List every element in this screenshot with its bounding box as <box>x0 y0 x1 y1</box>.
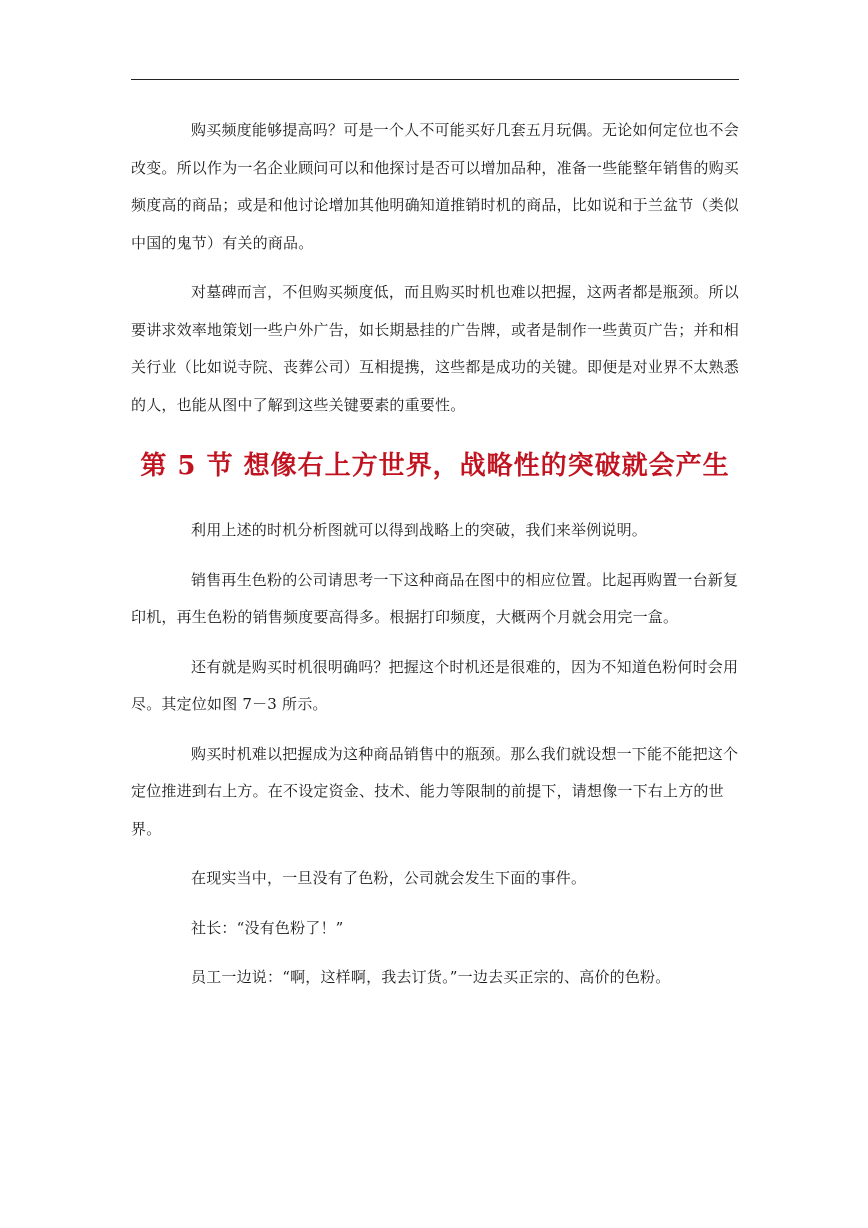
paragraph: 购买频度能够提高吗？可是一个人不可能买好几套五月玩偶。无论如何定位也不会改变。所以作为一名企业顾问可以和他探讨是否可以增加品种，准备一些能整年销售的购买频度高的商品；或是和他讨论增加其他明确知道推销时机的商品，比如说和于兰盆节（类似中国的鬼节）有关的商品。 <box>131 121 740 252</box>
section-heading: 第 5 节 想像右上方世界，战略性的突破就会产生 <box>140 451 730 481</box>
paragraph: 员工一边说：“啊，这样啊，我去订货。”一边去买正宗的、高价的色粉。 <box>191 968 671 986</box>
document-body <box>131 112 739 997</box>
paragraph: 还有就是购买时机很明确吗？把握这个时机还是很难的，因为不知道色粉何时会用尽。其定位如图 7－3 所示。 <box>131 657 739 713</box>
paragraph: 社长：“没有色粉了！” <box>191 918 344 937</box>
paragraph: 对墓碑而言，不但购买频度低，而且购买时机也难以把握，这两者都是瓶颈。所以要讲求效率地策划一些户外广告，如长期悬挂的广告牌，或者是制作一些黄页广告；并和相关行业（比如说寺院、丧葬公司）互相提携，这些都是成功的关键。即便是对业界不太熟悉的人，也能从图中了解到这些关键要素的重要性。 <box>131 283 740 414</box>
header-rule <box>131 79 739 80</box>
paragraph: 利用上述的时机分析图就可以得到战略上的突破，我们来举例说明。 <box>191 521 648 539</box>
paragraph: 购买时机难以把握成为这种商品销售中的瓶颈。那么我们就设想一下能不能把这个定位推进到右上方。在不设定资金、技术、能力等限制的前提下，请想像一下右上方的世界。 <box>131 744 739 838</box>
paragraph: 在现实当中，一旦没有了色粉，公司就会发生下面的事件。 <box>191 869 587 887</box>
paragraph: 销售再生色粉的公司请思考一下这种商品在图中的相应位置。比起再购置一台新复印机，再生色粉的销售频度要高得多。根据打印频度，大概两个月就会用完一盒。 <box>131 570 739 626</box>
